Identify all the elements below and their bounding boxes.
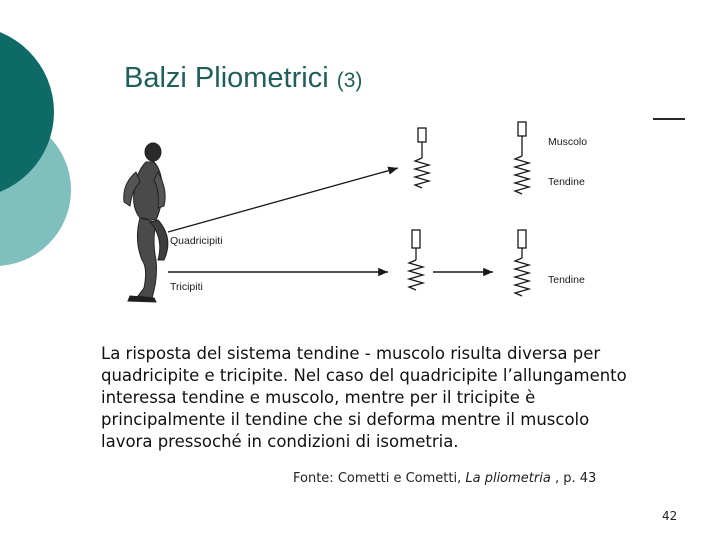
slide-title	[124, 62, 362, 95]
label-quadricipiti: Quadricipiti	[170, 235, 223, 247]
label-tendine-bottom: Tendine	[548, 274, 585, 286]
source-prefix: Fonte: Cometti e Cometti,	[293, 471, 462, 486]
quadricipiti-arrow	[168, 168, 398, 232]
spring-bottom-right	[515, 230, 529, 296]
source-book-title: La pliometria	[465, 471, 551, 486]
label-tendine-top: Tendine	[548, 176, 585, 188]
spring-bottom-left	[409, 230, 423, 290]
title-number: (3)	[336, 69, 363, 92]
label-muscolo: Muscolo	[548, 136, 588, 148]
title-text: Balzi Pliometrici	[124, 62, 329, 94]
slide-decoration	[0, 0, 80, 290]
body-paragraph: La risposta del sistema tendine - muscolo risulta diversa per quadricipite e tricipite. Nel caso del quadricipite l’allungamento interessa tendine e muscolo, mentre per il tricipite è principalmente il tendine che si deforma mentre il muscolo lavora pressoché in condizioni di isometria.	[101, 344, 627, 451]
athlete-figure	[124, 143, 168, 302]
label-tricipiti: Tricipiti	[170, 281, 203, 293]
plyometric-figure	[78, 110, 688, 325]
source-suffix: , p. 43	[554, 471, 597, 486]
page-number: 42	[662, 509, 678, 523]
source-citation	[293, 471, 596, 486]
spring-top-right	[515, 122, 529, 194]
spring-top-left	[415, 128, 429, 188]
